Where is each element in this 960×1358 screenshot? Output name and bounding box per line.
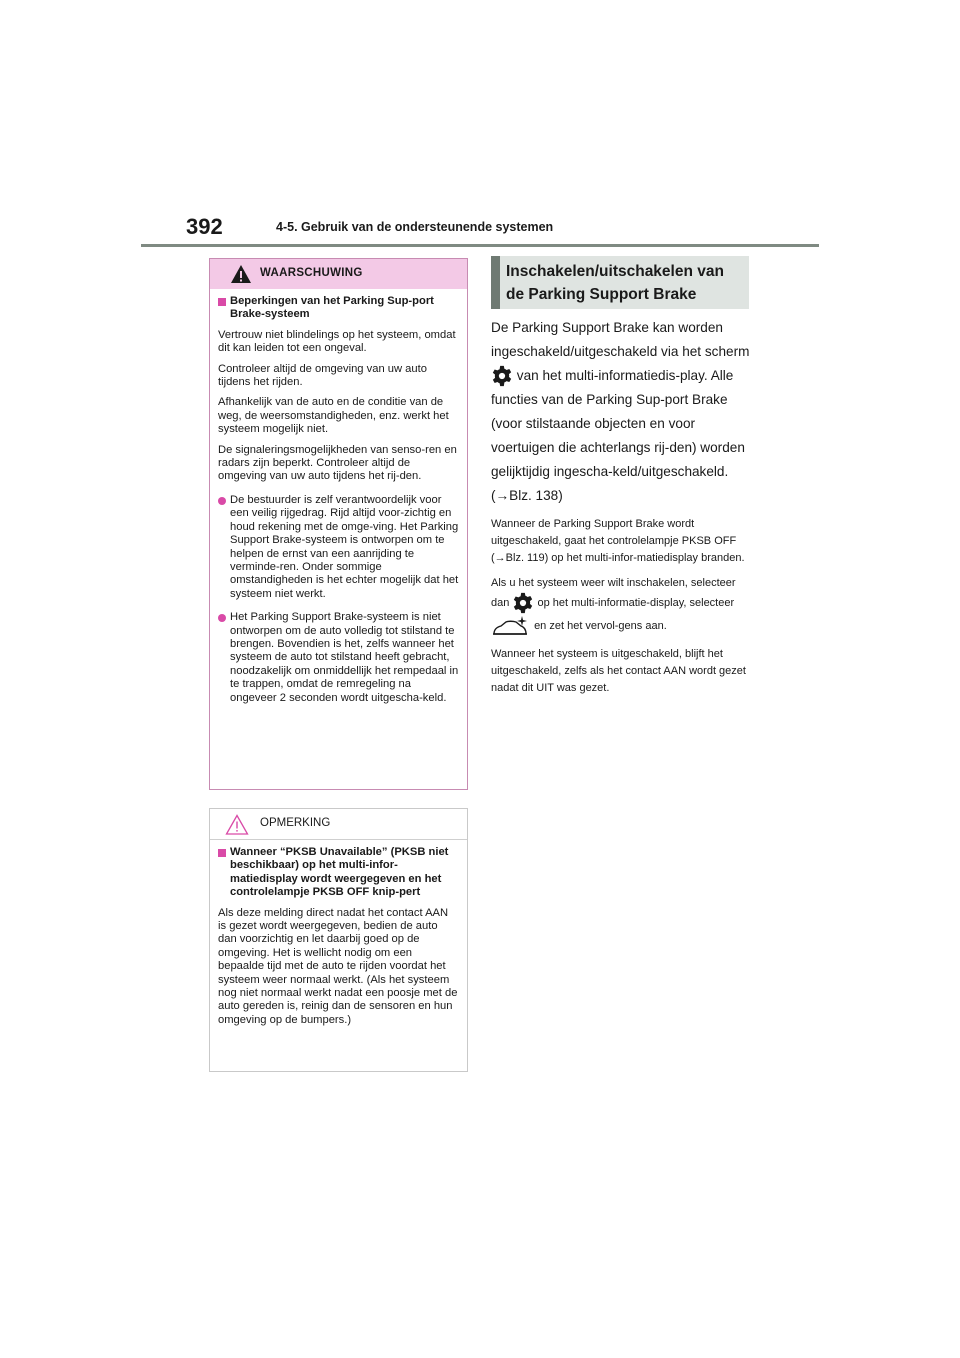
info-paragraph-2 — [491, 575, 755, 638]
lead-text-1: De Parking Support Brake kan worden ingeschakeld/uitgeschakeld via het scherm — [491, 320, 750, 359]
note-label: OPMERKING — [260, 817, 331, 829]
page-number: 392 — [186, 214, 223, 239]
warning-paragraph: De signaleringsmogelijkheden van senso-ren en radars zijn beperkt. Controleer altijd de omgeving van uw auto tijdens het rij-den. — [218, 443, 457, 483]
warning-box — [209, 258, 468, 790]
header-rule — [141, 244, 819, 247]
square-bullet-icon — [218, 298, 226, 306]
right-heading-text: Inschakelen/uitschakelen van de Parking Support Brake — [506, 263, 724, 303]
note-heading: Wanneer “PKSB Unavailable” (PKSB niet beschikbaar) op het multi-infor-matiedisplay wordt weergegeven en het controlelampje PKSB OFF knip-pert — [230, 846, 449, 899]
warning-label: WAARSCHUWING — [260, 267, 363, 279]
warning-header — [210, 259, 467, 289]
square-bullet-icon — [218, 849, 226, 857]
warning-body — [210, 289, 467, 705]
note-box — [209, 808, 468, 1072]
right-heading — [491, 256, 749, 309]
lead-paragraph — [491, 316, 755, 508]
warning-bullet-text: Het Parking Support Brake-systeem is niet ontworpen om de auto volledig tot stilstand te brengen. Bovendien is het, zelfs wanneer het systeem de auto tot stilstand heeft gebracht, noodzakelijk om onmiddellijk het rempedaal in te trappen, omdat de remregeling na ongeveer 2 seconden wordt uitgescha-keld. — [230, 611, 459, 704]
info-text-b: op het multi-informatie-display, selecteer — [537, 596, 735, 609]
warning-heading-row — [218, 295, 459, 322]
warning-paragraph: Vertrouw niet blindelings op het systeem, omdat dit kan leiden tot een ongeval. — [218, 328, 456, 355]
warning-triangle-icon — [230, 264, 252, 284]
note-header — [210, 809, 467, 840]
info-text-a: Als u het systeem weer wilt inschakelen, selecteer dan — [491, 577, 736, 609]
note-paragraph: Als deze melding direct nadat het contact AAN is gezet wordt weergegeven, bedien de auto dan voorzichtig en let daarbij goed op de omgeving. Het is wellicht nodig om een bepaalde tijd met de auto te rijden voordat het systeem weer normaal werkt. (Als het systeem nog niet normaal werkt nadat een poosje met de auto gereden is, reinig dan de sensoren en hun omgeving op de bumpers.) — [218, 906, 458, 1026]
note-heading-row — [218, 846, 459, 900]
info-paragraph-3: Wanneer het systeem is uitgeschakeld, blijft het uitgeschakeld, zelfs als het contact AAN wordt gezet nadat dit UIT was gezet. — [491, 648, 746, 694]
right-body — [491, 316, 755, 705]
info-paragraph-1: Wanneer de Parking Support Brake wordt uitgeschakeld, gaat het controlelampje PKSB OFF (→Blz. 119) op het multi-infor-matiedisplay branden. — [491, 518, 745, 564]
caution-triangle-icon — [225, 814, 249, 835]
warning-bullet — [218, 611, 459, 705]
warning-bullet-text: De bestuurder is zelf verantwoordelijk voor een veilig rijgedrag. Rijd altijd voor-zichtig en houd rekening met de omge-ving. Het Parking Support Brake-systeem is ontworpen om te helpen de ernst van een aanrijding te verminde-ren. Onder sommige omstandigheden is het echter mogelijk dat het systeem niet werkt. — [230, 493, 459, 600]
circle-bullet-icon — [218, 497, 226, 505]
note-body — [210, 840, 467, 1027]
lead-text-2: van het multi-informatiedis-play. Alle functies van de Parking Sup-port Brake (voor stilstaande objecten en voor voertuigen die achterlangs rij-den) worden gelijktijdig ingescha-keld/uitgeschakeld. (→Blz. 138) — [491, 368, 745, 503]
info-text-c: en zet het vervol-gens aan. — [534, 619, 667, 632]
warning-paragraph: Controleer altijd de omgeving van uw auto tijdens het rijden. — [218, 362, 427, 389]
gear-icon — [491, 365, 513, 387]
section-title: 4-5. Gebruik van de ondersteunende systemen — [276, 220, 554, 234]
gear-icon — [512, 592, 534, 614]
circle-bullet-icon — [218, 614, 226, 622]
warning-paragraph: Afhankelijk van de auto en de conditie van de weg, de weersomstandigheden, enz. werkt het systeem mogelijk niet. — [218, 396, 449, 436]
car-sensor-icon — [491, 614, 531, 638]
warning-heading: Beperkingen van het Parking Sup-port Brake-systeem — [230, 295, 434, 321]
warning-bullet — [218, 494, 459, 601]
